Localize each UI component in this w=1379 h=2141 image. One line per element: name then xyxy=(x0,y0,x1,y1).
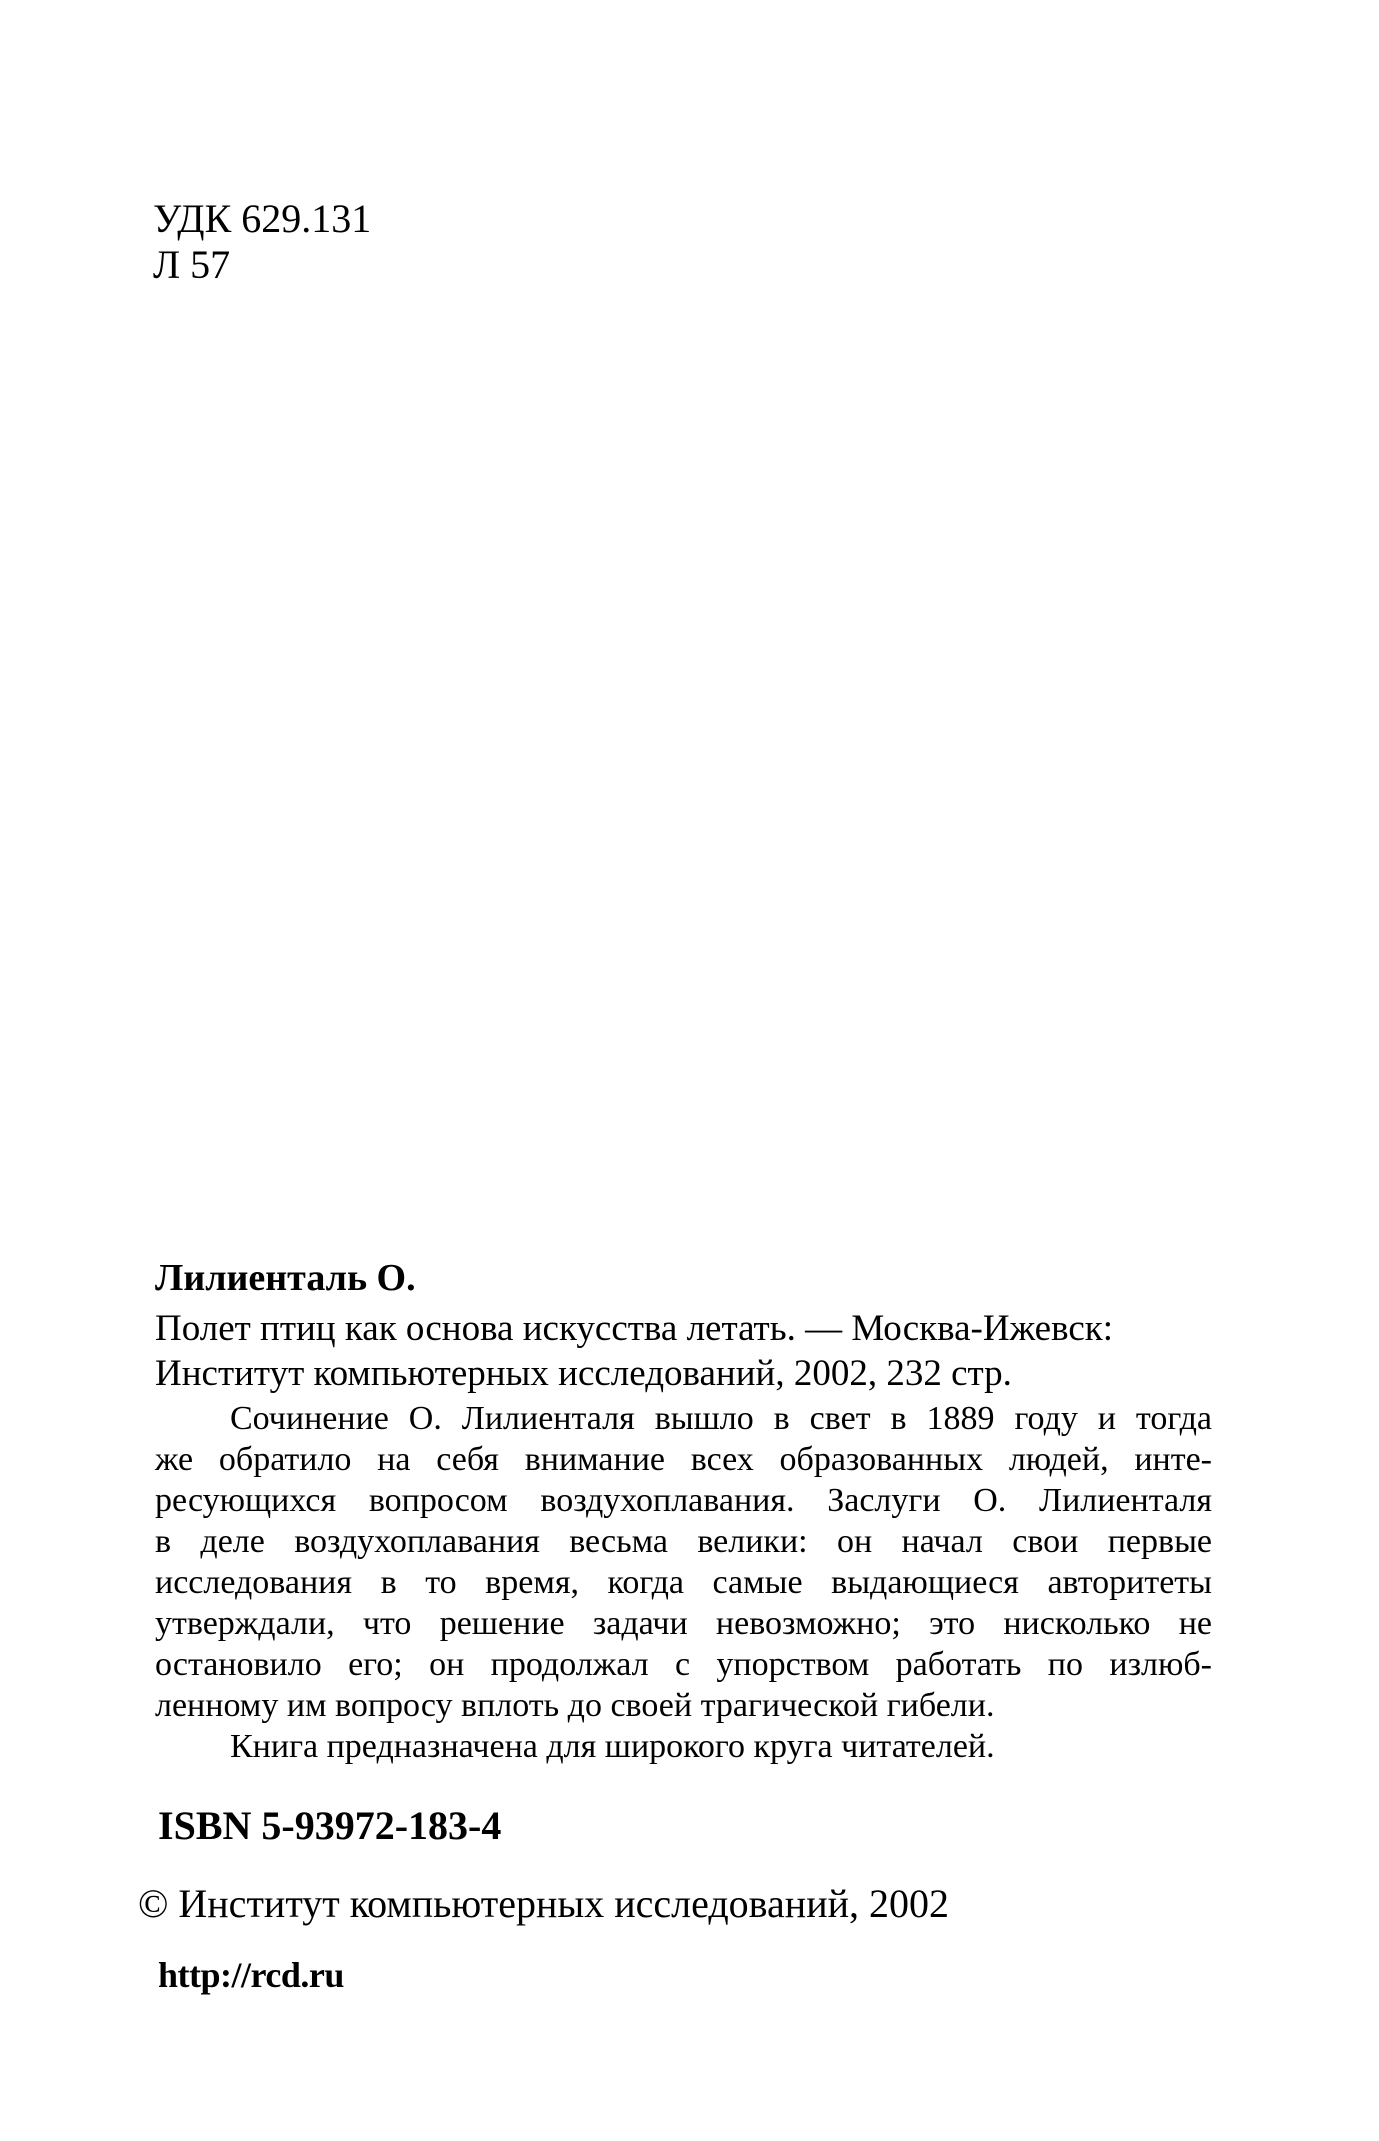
udk-code: УДК 629.131 xyxy=(153,196,372,241)
bibliographic-line: Полет птиц как основа искусства летать. — Москва-Ижевск: xyxy=(155,1308,1114,1349)
annotation-line: в деле воздухоплавания весьма велики: он начал свои первые xyxy=(155,1523,1212,1560)
annotation-paragraph xyxy=(155,1398,1212,1767)
author-heading: Лилиенталь О. xyxy=(155,1257,416,1299)
author-sign-code: Л 57 xyxy=(153,242,231,287)
annotation-line: утверждали, что решение задачи невозможно; это нисколько не xyxy=(155,1605,1212,1642)
bibliographic-line: Институт компьютерных исследований, 2002, 232 стр. xyxy=(155,1353,1012,1394)
annotation-readers-line: Книга предназначена для широкого круга читателей. xyxy=(230,1728,995,1765)
copyright-line: © Институт компьютерных исследований, 2002 xyxy=(138,1881,950,1926)
annotation-line: остановило его; он продолжал с упорством работать по излюб- xyxy=(155,1646,1212,1683)
publisher-website: http://rcd.ru xyxy=(158,1955,344,1995)
annotation-line: ленному им вопросу вплоть до своей трагической гибели. xyxy=(155,1687,995,1724)
classification-codes xyxy=(153,196,371,288)
annotation-line: же обратило на себя внимание всех образованных людей, инте- xyxy=(155,1441,1212,1478)
annotation-line: исследования в то время, когда самые выдающиеся авторитеты xyxy=(155,1564,1212,1601)
annotation-line: Сочинение О. Лилиенталя вышло в свет в 1889 году и тогда xyxy=(230,1400,1212,1437)
annotation-line: ресующихся вопросом воздухоплавания. Заслуги О. Лилиенталя xyxy=(155,1482,1212,1519)
isbn-line: ISBN 5-93972-183-4 xyxy=(158,1803,502,1848)
bibliographic-description xyxy=(155,1306,1113,1396)
